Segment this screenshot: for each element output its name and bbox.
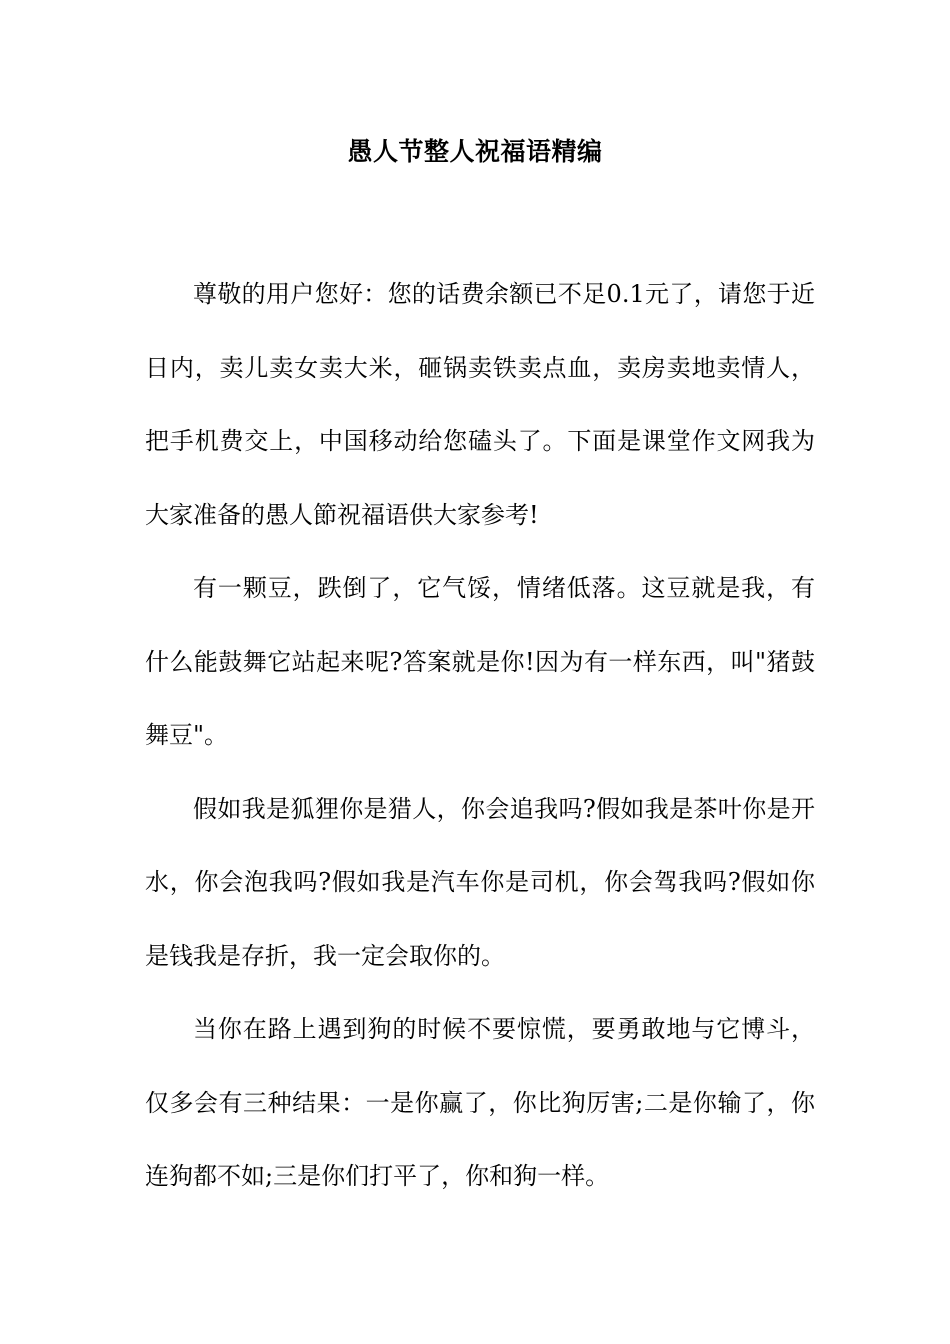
paragraph-intro: 尊敬的用户您好：您的话费余额已不足0.1元了，请您于近日内，卖儿卖女卖大米，砸锅卖铁卖点血，卖房卖地卖情人，把手机费交上，中国移动给您磕头了。下面是课堂作文网我为大家准备的愚人節祝福语供大家参考! xyxy=(145,280,815,529)
paragraph-dog: 当你在路上遇到狗的时候不要惊慌，要勇敢地与它博斗，仅多会有三种结果：一是你赢了，你比狗厉害;二是你输了，你连狗都不如;三是你们打平了，你和狗一样。 xyxy=(145,1015,815,1190)
document-body xyxy=(145,258,815,1214)
document-title: 愚人节整人祝福语精编 xyxy=(347,137,603,166)
paragraph-bean: 有一颗豆，跌倒了，它气馁，情绪低落。这豆就是我，有什么能鼓舞它站起来呢?答案就是你!因为有一样东西，叫"猪鼓舞豆"。 xyxy=(145,574,815,749)
paragraph-suppose: 假如我是狐狸你是猎人，你会追我吗?假如我是茶叶你是开水，你会泡我吗?假如我是汽车你是司机，你会驾我吗?假如你是钱我是存折，我一定会取你的。 xyxy=(145,794,815,970)
